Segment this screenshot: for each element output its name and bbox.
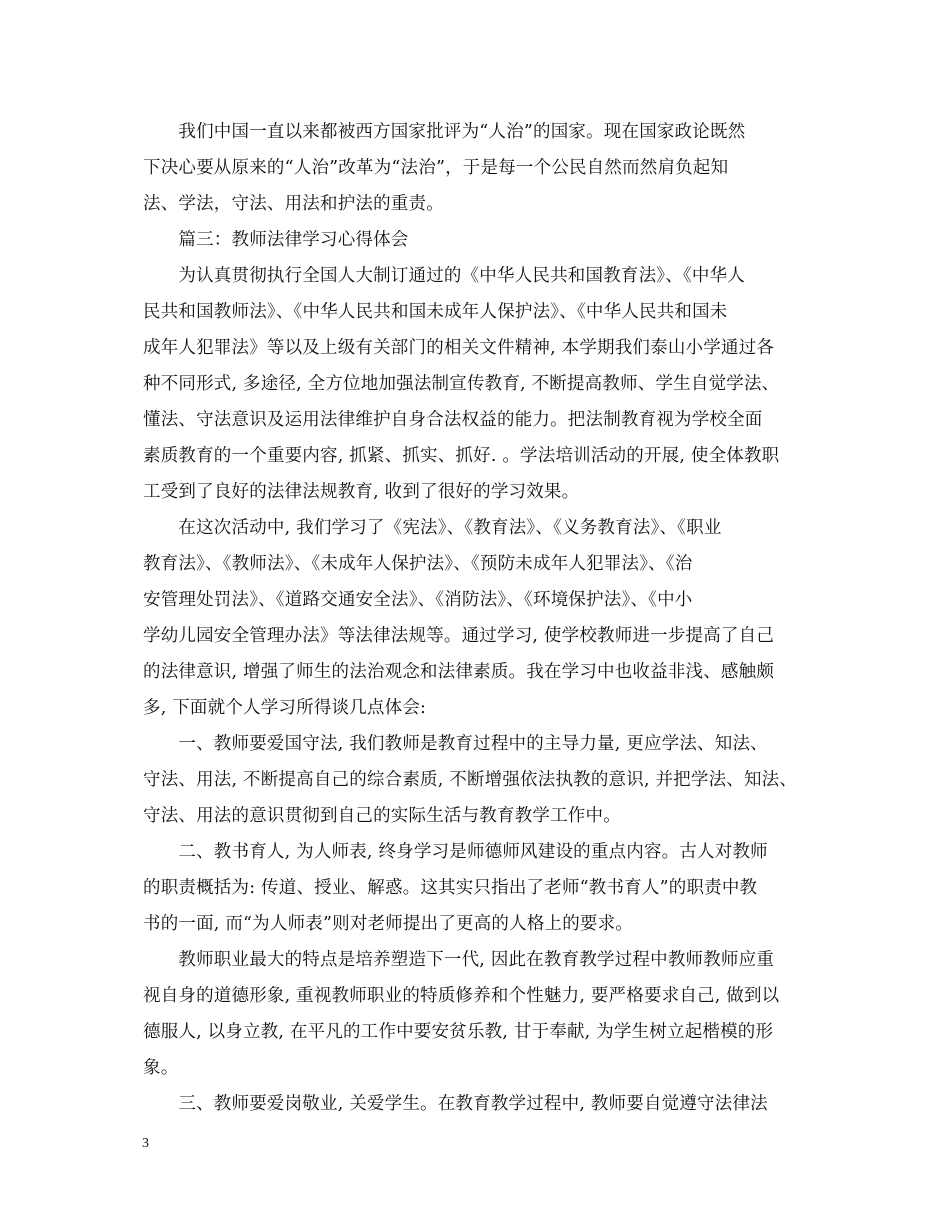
text-line: 学幼儿园安全管理办法》等法律法规等。通过学习, 使学校教师进一步提高了自己 — [143, 626, 775, 646]
text-line: 视自身的道德形象, 重视教师职业的特质修养和个性魅力, 要严格要求自己, 做到以 — [143, 986, 780, 1006]
text-line: 工受到了良好的法律法规教育, 收到了很好的学习效果。 — [143, 482, 580, 502]
text-line: 法、学法，守法、用法和护法的重责。 — [143, 194, 444, 214]
text-line: 为认真贯彻执行全国人大制订通过的《中华人民共和国教育法》、《中华人 — [143, 266, 745, 286]
text-line: 三、教师要爱岗敬业, 关爱学生。在教育教学过程中, 教师要自觉遵守法律法 — [143, 1094, 768, 1114]
text-line: 我们中国一直以来都被西方国家批评为“人治”的国家。现在国家政论既然 — [143, 122, 746, 142]
text-line: 成年人犯罪法》等以及上级有关部门的相关文件精神, 本学期我们泰山小学通过各 — [143, 338, 775, 358]
page-number: 3 — [142, 1136, 149, 1151]
text-line: 守法、用法, 不断提高自己的综合素质, 不断增强依法执教的意识, 并把学法、知法、 — [143, 770, 798, 790]
text-line: 二、教书育人, 为人师表, 终身学习是师德师风建设的重点内容。古人对教师 — [143, 842, 768, 862]
text-line: 种不同形式, 多途径, 全方位地加强法制宣传教育, 不断提高教师、学生自觉学法、 — [143, 374, 780, 394]
text-line: 的职责概括为: 传道、授业、解惑。这其实只指出了老师“教书育人”的职责中教 — [143, 878, 758, 898]
text-line: 德服人, 以身立教, 在平凡的工作中要安贫乐教, 甘于奉献, 为学生树立起楷模的形 — [143, 1022, 774, 1042]
text-line: 懂法、守法意识及运用法律维护自身合法权益的能力。把法制教育视为学校全面 — [143, 410, 763, 430]
text-line: 在这次活动中, 我们学习了《宪法》、《教育法》、《义务教育法》、《职业 — [143, 518, 722, 538]
text-line: 教师职业最大的特点是培养塑造下一代, 因此在教育教学过程中教师教师应重 — [143, 950, 775, 970]
text-line: 象。 — [143, 1058, 179, 1078]
text-line: 的法律意识, 增强了师生的法治观念和法律素质。我在学习中也收益非浅、感触颇 — [143, 662, 775, 682]
text-line: 安管理处罚法》、《道路交通安全法》、《消防法》、《环境保护法》、《中小 — [143, 590, 693, 610]
text-line: 教育法》、《教师法》、《未成年人保护法》、《预防未成年人犯罪法》、《治 — [143, 554, 693, 574]
section-heading: 篇三：教师法律学习心得体会 — [143, 230, 409, 250]
text-line: 守法、用法的意识贯彻到自己的实际生活与教育教学工作中。 — [143, 806, 621, 826]
text-line: 一、教师要爱国守法, 我们教师是教育过程中的主导力量, 更应学法、知法、 — [143, 734, 768, 754]
text-line: 多, 下面就个人学习所得谈几点体会: — [143, 698, 427, 718]
text-line: 民共和国教师法》、《中华人民共和国未成年人保护法》、《中华人民共和国未 — [143, 302, 728, 322]
text-line: 书的一面, 而“为人师表”则对老师提出了更高的人格上的要求。 — [143, 914, 634, 934]
text-line: 素质教育的一个重要内容, 抓紧、抓实、抓好. 。学法培训活动的开展, 使全体教职 — [143, 446, 780, 466]
text-line: 下决心要从原来的“人治”改革为“法治”，于是每一个公民自然而然肩负起知 — [143, 158, 729, 178]
